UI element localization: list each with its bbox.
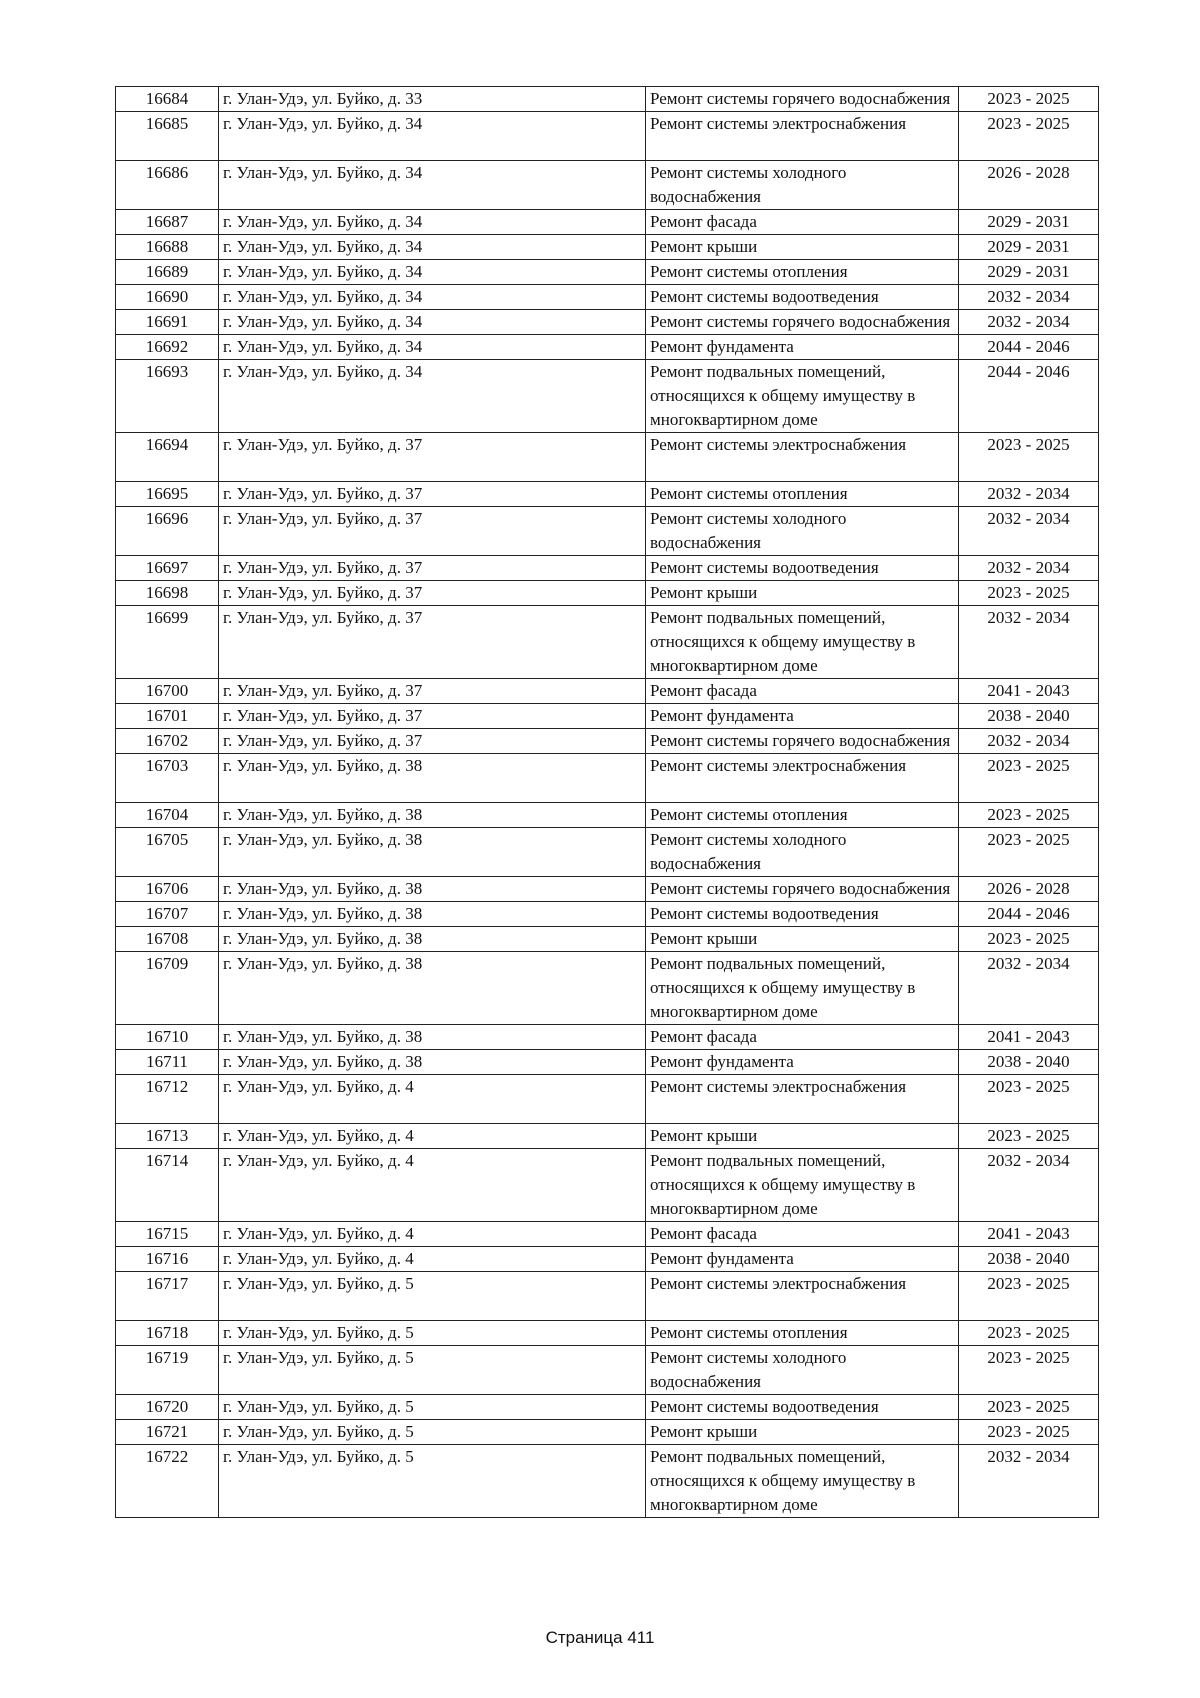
- period-cell: 2032 - 2034: [959, 482, 1099, 507]
- work-type-cell: Ремонт подвальных помещений, относящихся к общему имуществу в многоквартирном доме: [646, 1149, 959, 1222]
- row-number-cell: 16704: [116, 803, 219, 828]
- row-number-cell: 16707: [116, 902, 219, 927]
- address-cell: г. Улан-Удэ, ул. Буйко, д. 38: [219, 952, 646, 1025]
- period-cell: 2026 - 2028: [959, 161, 1099, 210]
- table-row: [116, 1445, 1099, 1518]
- address-cell: г. Улан-Удэ, ул. Буйко, д. 37: [219, 507, 646, 556]
- address-cell: г. Улан-Удэ, ул. Буйко, д. 37: [219, 556, 646, 581]
- table-row: [116, 803, 1099, 828]
- period-cell: 2038 - 2040: [959, 1247, 1099, 1272]
- row-number-cell: 16692: [116, 335, 219, 360]
- period-cell: 2023 - 2025: [959, 112, 1099, 161]
- address-cell: г. Улан-Удэ, ул. Буйко, д. 34: [219, 310, 646, 335]
- table-row: [116, 235, 1099, 260]
- address-cell: г. Улан-Удэ, ул. Буйко, д. 34: [219, 360, 646, 433]
- address-cell: г. Улан-Удэ, ул. Буйко, д. 37: [219, 581, 646, 606]
- period-cell: 2032 - 2034: [959, 1445, 1099, 1518]
- period-cell: 2023 - 2025: [959, 828, 1099, 877]
- period-cell: 2023 - 2025: [959, 581, 1099, 606]
- table-row: [116, 1420, 1099, 1445]
- table-row: [116, 161, 1099, 210]
- period-cell: 2026 - 2028: [959, 877, 1099, 902]
- repair-schedule-table: [115, 86, 1099, 1518]
- work-type-cell: Ремонт системы электроснабжения: [646, 1272, 959, 1321]
- row-number-cell: 16703: [116, 754, 219, 803]
- row-number-cell: 16717: [116, 1272, 219, 1321]
- row-number-cell: 16701: [116, 704, 219, 729]
- address-cell: г. Улан-Удэ, ул. Буйко, д. 34: [219, 335, 646, 360]
- address-cell: г. Улан-Удэ, ул. Буйко, д. 33: [219, 87, 646, 112]
- address-cell: г. Улан-Удэ, ул. Буйко, д. 38: [219, 803, 646, 828]
- work-type-cell: Ремонт системы электроснабжения: [646, 1075, 959, 1124]
- period-cell: 2041 - 2043: [959, 679, 1099, 704]
- period-cell: 2023 - 2025: [959, 803, 1099, 828]
- row-number-cell: 16720: [116, 1395, 219, 1420]
- page-number: Страница 411: [545, 1628, 655, 1647]
- work-type-cell: Ремонт системы горячего водоснабжения: [646, 310, 959, 335]
- row-number-cell: 16690: [116, 285, 219, 310]
- work-type-cell: Ремонт фундамента: [646, 704, 959, 729]
- work-type-cell: Ремонт системы водоотведения: [646, 285, 959, 310]
- row-number-cell: 16687: [116, 210, 219, 235]
- row-number-cell: 16709: [116, 952, 219, 1025]
- table-row: [116, 877, 1099, 902]
- table-row: [116, 335, 1099, 360]
- row-number-cell: 16698: [116, 581, 219, 606]
- address-cell: г. Улан-Удэ, ул. Буйко, д. 38: [219, 754, 646, 803]
- address-cell: г. Улан-Удэ, ул. Буйко, д. 34: [219, 210, 646, 235]
- work-type-cell: Ремонт подвальных помещений, относящихся к общему имуществу в многоквартирном доме: [646, 1445, 959, 1518]
- period-cell: 2023 - 2025: [959, 927, 1099, 952]
- address-cell: г. Улан-Удэ, ул. Буйко, д. 37: [219, 704, 646, 729]
- row-number-cell: 16708: [116, 927, 219, 952]
- row-number-cell: 16706: [116, 877, 219, 902]
- row-number-cell: 16700: [116, 679, 219, 704]
- address-cell: г. Улан-Удэ, ул. Буйко, д. 38: [219, 828, 646, 877]
- table-row: [116, 285, 1099, 310]
- work-type-cell: Ремонт крыши: [646, 927, 959, 952]
- work-type-cell: Ремонт подвальных помещений, относящихся к общему имуществу в многоквартирном доме: [646, 360, 959, 433]
- table-row: [116, 310, 1099, 335]
- period-cell: 2044 - 2046: [959, 335, 1099, 360]
- table-row: [116, 482, 1099, 507]
- table-row: [116, 927, 1099, 952]
- period-cell: 2032 - 2034: [959, 952, 1099, 1025]
- table-row: [116, 1321, 1099, 1346]
- period-cell: 2032 - 2034: [959, 507, 1099, 556]
- row-number-cell: 16695: [116, 482, 219, 507]
- work-type-cell: Ремонт крыши: [646, 235, 959, 260]
- row-number-cell: 16722: [116, 1445, 219, 1518]
- work-type-cell: Ремонт фасада: [646, 1025, 959, 1050]
- period-cell: 2044 - 2046: [959, 360, 1099, 433]
- work-type-cell: Ремонт системы водоотведения: [646, 1395, 959, 1420]
- table-row: [116, 606, 1099, 679]
- period-cell: 2023 - 2025: [959, 87, 1099, 112]
- period-cell: 2023 - 2025: [959, 433, 1099, 482]
- table-row: [116, 1025, 1099, 1050]
- table-row: [116, 1395, 1099, 1420]
- table-row: [116, 360, 1099, 433]
- table-row: [116, 1272, 1099, 1321]
- work-type-cell: Ремонт системы отопления: [646, 803, 959, 828]
- address-cell: г. Улан-Удэ, ул. Буйко, д. 4: [219, 1222, 646, 1247]
- address-cell: г. Улан-Удэ, ул. Буйко, д. 5: [219, 1321, 646, 1346]
- table-row: [116, 1075, 1099, 1124]
- work-type-cell: Ремонт фасада: [646, 1222, 959, 1247]
- table-row: [116, 1149, 1099, 1222]
- period-cell: 2032 - 2034: [959, 1149, 1099, 1222]
- table-row: [116, 1222, 1099, 1247]
- table-row: [116, 433, 1099, 482]
- address-cell: г. Улан-Удэ, ул. Буйко, д. 37: [219, 433, 646, 482]
- table-row: [116, 704, 1099, 729]
- row-number-cell: 16702: [116, 729, 219, 754]
- work-type-cell: Ремонт системы горячего водоснабжения: [646, 729, 959, 754]
- row-number-cell: 16712: [116, 1075, 219, 1124]
- period-cell: 2038 - 2040: [959, 1050, 1099, 1075]
- period-cell: 2032 - 2034: [959, 285, 1099, 310]
- work-type-cell: Ремонт системы горячего водоснабжения: [646, 877, 959, 902]
- row-number-cell: 16684: [116, 87, 219, 112]
- work-type-cell: Ремонт системы отопления: [646, 1321, 959, 1346]
- table-row: [116, 112, 1099, 161]
- row-number-cell: 16719: [116, 1346, 219, 1395]
- address-cell: г. Улан-Удэ, ул. Буйко, д. 4: [219, 1247, 646, 1272]
- table-row: [116, 581, 1099, 606]
- period-cell: 2023 - 2025: [959, 754, 1099, 803]
- period-cell: 2029 - 2031: [959, 235, 1099, 260]
- table-row: [116, 952, 1099, 1025]
- period-cell: 2032 - 2034: [959, 729, 1099, 754]
- work-type-cell: Ремонт крыши: [646, 581, 959, 606]
- period-cell: 2023 - 2025: [959, 1395, 1099, 1420]
- address-cell: г. Улан-Удэ, ул. Буйко, д. 38: [219, 927, 646, 952]
- row-number-cell: 16711: [116, 1050, 219, 1075]
- work-type-cell: Ремонт системы электроснабжения: [646, 112, 959, 161]
- address-cell: г. Улан-Удэ, ул. Буйко, д. 5: [219, 1420, 646, 1445]
- address-cell: г. Улан-Удэ, ул. Буйко, д. 4: [219, 1124, 646, 1149]
- row-number-cell: 16693: [116, 360, 219, 433]
- row-number-cell: 16696: [116, 507, 219, 556]
- work-type-cell: Ремонт системы водоотведения: [646, 902, 959, 927]
- period-cell: 2032 - 2034: [959, 606, 1099, 679]
- address-cell: г. Улан-Удэ, ул. Буйко, д. 34: [219, 161, 646, 210]
- address-cell: г. Улан-Удэ, ул. Буйко, д. 38: [219, 1050, 646, 1075]
- row-number-cell: 16688: [116, 235, 219, 260]
- table-row: [116, 507, 1099, 556]
- work-type-cell: Ремонт системы электроснабжения: [646, 754, 959, 803]
- table-row: [116, 729, 1099, 754]
- table-row: [116, 210, 1099, 235]
- row-number-cell: 16697: [116, 556, 219, 581]
- work-type-cell: Ремонт системы горячего водоснабжения: [646, 87, 959, 112]
- row-number-cell: 16694: [116, 433, 219, 482]
- row-number-cell: 16699: [116, 606, 219, 679]
- row-number-cell: 16721: [116, 1420, 219, 1445]
- address-cell: г. Улан-Удэ, ул. Буйко, д. 5: [219, 1445, 646, 1518]
- row-number-cell: 16718: [116, 1321, 219, 1346]
- row-number-cell: 16705: [116, 828, 219, 877]
- address-cell: г. Улан-Удэ, ул. Буйко, д. 37: [219, 482, 646, 507]
- row-number-cell: 16714: [116, 1149, 219, 1222]
- period-cell: 2029 - 2031: [959, 260, 1099, 285]
- period-cell: 2029 - 2031: [959, 210, 1099, 235]
- table-row: [116, 260, 1099, 285]
- address-cell: г. Улан-Удэ, ул. Буйко, д. 38: [219, 1025, 646, 1050]
- period-cell: 2032 - 2034: [959, 310, 1099, 335]
- work-type-cell: Ремонт системы холодного водоснабжения: [646, 828, 959, 877]
- row-number-cell: 16689: [116, 260, 219, 285]
- address-cell: г. Улан-Удэ, ул. Буйко, д. 34: [219, 260, 646, 285]
- table-row: [116, 679, 1099, 704]
- address-cell: г. Улан-Удэ, ул. Буйко, д. 37: [219, 679, 646, 704]
- address-cell: г. Улан-Удэ, ул. Буйко, д. 37: [219, 729, 646, 754]
- row-number-cell: 16686: [116, 161, 219, 210]
- period-cell: 2023 - 2025: [959, 1124, 1099, 1149]
- table-row: [116, 754, 1099, 803]
- address-cell: г. Улан-Удэ, ул. Буйко, д. 38: [219, 902, 646, 927]
- work-type-cell: Ремонт фасада: [646, 210, 959, 235]
- period-cell: 2023 - 2025: [959, 1272, 1099, 1321]
- period-cell: 2044 - 2046: [959, 902, 1099, 927]
- work-type-cell: Ремонт фундамента: [646, 1050, 959, 1075]
- period-cell: 2041 - 2043: [959, 1222, 1099, 1247]
- period-cell: 2023 - 2025: [959, 1075, 1099, 1124]
- address-cell: г. Улан-Удэ, ул. Буйко, д. 5: [219, 1346, 646, 1395]
- period-cell: 2023 - 2025: [959, 1420, 1099, 1445]
- address-cell: г. Улан-Удэ, ул. Буйко, д. 34: [219, 285, 646, 310]
- work-type-cell: Ремонт системы водоотведения: [646, 556, 959, 581]
- address-cell: г. Улан-Удэ, ул. Буйко, д. 37: [219, 606, 646, 679]
- period-cell: 2041 - 2043: [959, 1025, 1099, 1050]
- work-type-cell: Ремонт фундамента: [646, 335, 959, 360]
- address-cell: г. Улан-Удэ, ул. Буйко, д. 5: [219, 1272, 646, 1321]
- work-type-cell: Ремонт фасада: [646, 679, 959, 704]
- work-type-cell: Ремонт системы холодного водоснабжения: [646, 507, 959, 556]
- row-number-cell: 16715: [116, 1222, 219, 1247]
- table-row: [116, 1247, 1099, 1272]
- table-row: [116, 556, 1099, 581]
- address-cell: г. Улан-Удэ, ул. Буйко, д. 38: [219, 877, 646, 902]
- table-row: [116, 1124, 1099, 1149]
- period-cell: 2023 - 2025: [959, 1346, 1099, 1395]
- address-cell: г. Улан-Удэ, ул. Буйко, д. 5: [219, 1395, 646, 1420]
- period-cell: 2023 - 2025: [959, 1321, 1099, 1346]
- work-type-cell: Ремонт подвальных помещений, относящихся к общему имуществу в многоквартирном доме: [646, 606, 959, 679]
- work-type-cell: Ремонт системы электроснабжения: [646, 433, 959, 482]
- table-row: [116, 828, 1099, 877]
- period-cell: 2032 - 2034: [959, 556, 1099, 581]
- work-type-cell: Ремонт системы холодного водоснабжения: [646, 161, 959, 210]
- address-cell: г. Улан-Удэ, ул. Буйко, д. 4: [219, 1075, 646, 1124]
- table-row: [116, 902, 1099, 927]
- work-type-cell: Ремонт системы холодного водоснабжения: [646, 1346, 959, 1395]
- work-type-cell: Ремонт крыши: [646, 1124, 959, 1149]
- work-type-cell: Ремонт системы отопления: [646, 482, 959, 507]
- table-row: [116, 87, 1099, 112]
- row-number-cell: 16713: [116, 1124, 219, 1149]
- row-number-cell: 16691: [116, 310, 219, 335]
- period-cell: 2038 - 2040: [959, 704, 1099, 729]
- row-number-cell: 16716: [116, 1247, 219, 1272]
- work-type-cell: Ремонт системы отопления: [646, 260, 959, 285]
- address-cell: г. Улан-Удэ, ул. Буйко, д. 34: [219, 112, 646, 161]
- table-row: [116, 1050, 1099, 1075]
- row-number-cell: 16710: [116, 1025, 219, 1050]
- address-cell: г. Улан-Удэ, ул. Буйко, д. 34: [219, 235, 646, 260]
- address-cell: г. Улан-Удэ, ул. Буйко, д. 4: [219, 1149, 646, 1222]
- row-number-cell: 16685: [116, 112, 219, 161]
- table-body: [116, 87, 1099, 1518]
- work-type-cell: Ремонт крыши: [646, 1420, 959, 1445]
- table-row: [116, 1346, 1099, 1395]
- work-type-cell: Ремонт подвальных помещений, относящихся к общему имуществу в многоквартирном доме: [646, 952, 959, 1025]
- work-type-cell: Ремонт фундамента: [646, 1247, 959, 1272]
